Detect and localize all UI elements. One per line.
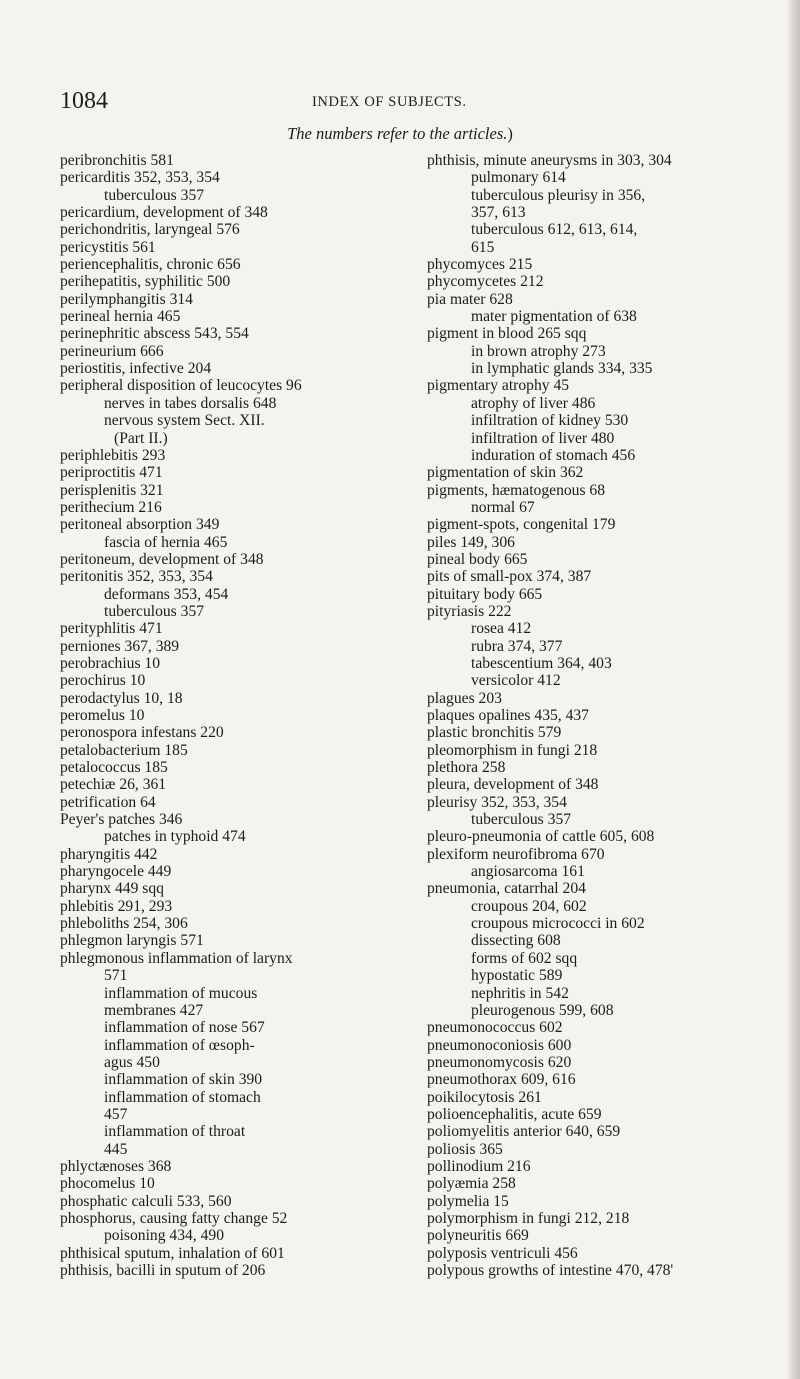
index-entry: pollinodium 216 [427,1157,531,1175]
index-entry: petalobacterium 185 [60,741,188,759]
index-entry: phleboliths 254, 306 [60,915,188,933]
index-entry: pharyngocele 449 [60,863,172,881]
index-entry: perichondritis, laryngeal 576 [60,221,240,239]
index-entry: pituitary body 665 [427,585,543,603]
index-entry: fascia of hernia 465 [104,533,228,551]
subtitle-text: The numbers refer to the articles. [287,124,508,143]
index-entry: pigmentary atrophy 45 [427,377,570,395]
index-entry: phthisical sputum, inhalation of 601 [60,1244,285,1262]
index-subtitle [0,124,800,144]
index-entry: inflammation of mucous [104,984,258,1002]
index-entry: pharynx 449 sqq [60,880,164,898]
index-entry: versicolor 412 [471,672,561,690]
index-entry: phlegmonous inflammation of larynx [60,949,293,967]
index-entry: polymorphism in fungi 212, 218 [427,1209,630,1227]
index-entry: nervous system Sect. XII. [104,412,265,430]
index-entry: dissecting 608 [471,932,561,950]
index-entry: peripheral disposition of leucocytes 96 [60,377,302,395]
index-entry: poikilocytosis 261 [427,1088,542,1106]
index-entry: patches in typhoid 474 [104,828,246,846]
index-entry: hypostatic 589 [471,967,563,985]
index-entry: mater pigmentation of 638 [471,308,637,326]
index-entry: in brown atrophy 273 [471,342,606,360]
index-entry: membranes 427 [104,1001,204,1019]
index-entry: deformans 353, 454 [104,585,229,603]
index-entry: perityphlitis 471 [60,620,163,638]
index-entry: peritoneal absorption 349 [60,516,220,534]
index-entry: perodactylus 10, 18 [60,689,183,707]
index-entry: poisoning 434, 490 [104,1227,224,1245]
index-entry: petalococcus 185 [60,759,168,777]
index-entry: pneumonococcus 602 [427,1019,563,1037]
index-entry: polyneuritis 669 [427,1227,529,1245]
index-entry: pineal body 665 [427,550,528,568]
index-entry: polypous growths of intestine 470, 478' [427,1262,674,1279]
index-entry: pia mater 628 [427,290,513,308]
index-entry: plastic bronchitis 579 [427,724,562,742]
index-entry: polioencephalitis, acute 659 [427,1105,602,1123]
index-entry: pneumothorax 609, 616 [427,1071,576,1089]
index-entry: infiltration of liver 480 [471,429,615,447]
index-entry: 571 [104,967,128,985]
index-entry: poliomyelitis anterior 640, 659 [427,1123,621,1141]
index-entry: tuberculous 357 [104,186,205,204]
index-entry: atrophy of liver 486 [471,394,596,412]
index-entry: pigmentation of skin 362 [427,464,584,482]
index-entry: inflammation of nose 567 [104,1019,265,1037]
index-entry: plaques opalines 435, 437 [427,707,589,724]
page-number: 1084 [60,88,108,114]
index-entry: pneumonoconiosis 600 [427,1036,572,1054]
index-entry: petechiæ 26, 361 [60,776,167,794]
index-entry: pulmonary 614 [471,169,566,187]
index-entry: periostitis, infective 204 [60,360,212,378]
index-entry: pigment-spots, congenital 179 [427,516,616,534]
index-entry: pigments, hæmatogenous 68 [427,481,606,499]
index-entry: pericardium, development of 348 [60,204,268,222]
index-entry: pneumonomycosis 620 [427,1053,572,1071]
index-entry: periencephalitis, chronic 656 [60,256,241,274]
index-entry: forms of 602 sqq [471,949,578,967]
index-entry: pigment in blood 265 sqq [427,325,587,343]
index-entry: tuberculous pleurisy in 356, [471,186,646,204]
index-entry: croupous micrococci in 602 [471,915,645,933]
running-title: INDEX OF SUBJECTS. [312,94,467,110]
index-entry: 445 [104,1140,128,1158]
index-entry: pleuro-pneumonia of cattle 605, 608 [427,828,655,846]
index-entry: piles 149, 306 [427,533,515,551]
index-entry: induration of stomach 456 [471,446,636,464]
index-entry: phycomycetes 212 [427,273,544,291]
index-entry: rubra 374, 377 [471,637,563,655]
index-entry: tuberculous 357 [471,811,572,829]
index-entry: tuberculous 612, 613, 614, [471,221,638,239]
index-entry: inflammation of œsoph- [104,1036,255,1054]
index-entry: phycomyces 215 [427,256,533,274]
index-entry: phlyctænoses 368 [60,1157,172,1175]
index-entry: rosea 412 [471,620,532,638]
index-entry: peribronchitis 581 [60,152,174,169]
index-entry: phocomelus 10 [60,1175,155,1193]
index-entry: phlebitis 291, 293 [60,897,173,915]
index-entry: (Part II.) [114,429,168,447]
index-entry: 457 [104,1105,128,1123]
index-entry: perniones 367, 389 [60,637,180,655]
index-entry: angiosarcoma 161 [471,863,585,881]
index-entry: nephritis in 542 [471,984,569,1002]
index-entry: perobrachius 10 [60,654,161,672]
index-entry: in lymphatic glands 334, 335 [471,360,653,378]
index-entry: pits of small-pox 374, 387 [427,568,592,586]
index-entry: pleura, development of 348 [427,776,599,794]
index-entry: pleomorphism in fungi 218 [427,741,598,759]
index-entry: Peyer's patches 346 [60,811,183,829]
subtitle-close: ) [507,124,513,143]
index-entry: 615 [471,238,495,256]
index-entry: plexiform neurofibroma 670 [427,845,605,863]
right-index-column [427,152,773,1279]
index-entry: polyposis ventriculi 456 [427,1244,578,1262]
index-entry: perilymphangitis 314 [60,290,193,308]
index-entry: perochirus 10 [60,672,146,690]
index-entry: pericarditis 352, 353, 354 [60,169,220,187]
index-entry: pneumonia, catarrhal 204 [427,880,586,898]
left-index-column [60,152,402,1279]
index-entry: perineal hernia 465 [60,308,181,326]
index-entry: periproctitis 471 [60,464,163,482]
index-entry: inflammation of throat [104,1123,246,1141]
index-entry: peronospora infestans 220 [60,724,224,742]
index-entry: pharyngitis 442 [60,845,158,863]
index-entry: phthisis, bacilli in sputum of 206 [60,1262,266,1279]
index-entry: tuberculous 357 [104,602,205,620]
index-entry: pleurisy 352, 353, 354 [427,793,567,811]
index-entry: pericystitis 561 [60,238,156,256]
page-header [60,88,750,114]
index-entry: agus 450 [104,1053,160,1071]
index-entry: 357, 613 [471,204,526,222]
index-entry: infiltration of kidney 530 [471,412,629,430]
index-entry: pityriasis 222 [427,602,512,620]
index-entry: phosphorus, causing fatty change 52 [60,1209,288,1227]
index-entry: croupous 204, 602 [471,897,587,915]
index-entry: perihepatitis, syphilitic 500 [60,273,231,291]
index-entry: phosphatic calculi 533, 560 [60,1192,232,1210]
index-entry: perithecium 216 [60,498,162,516]
page-edge [786,0,800,1379]
index-entry: plethora 258 [427,759,506,777]
index-entry: phthisis, minute aneurysms in 303, 304 [427,152,672,169]
index-entry: nerves in tabes dorsalis 648 [104,394,277,412]
index-entry: normal 67 [471,498,535,516]
index-entry: periphlebitis 293 [60,446,166,464]
index-entry: plagues 203 [427,689,502,707]
index-entry: perineurium 666 [60,342,164,360]
index-entry: inflammation of stomach [104,1088,261,1106]
index-entry: peromelus 10 [60,707,145,724]
index-entry: peritonitis 352, 353, 354 [60,568,213,586]
index-entry: polyæmia 258 [427,1175,516,1193]
index-entry: perinephritic abscess 543, 554 [60,325,249,343]
index-entry: phlegmon laryngis 571 [60,932,204,950]
index-entry: inflammation of skin 390 [104,1071,263,1089]
index-entry: perisplenitis 321 [60,481,164,499]
index-entry: pleurogenous 599, 608 [471,1001,614,1019]
index-entry: peritoneum, development of 348 [60,550,264,568]
index-entry: polymelia 15 [427,1192,509,1210]
index-entry: poliosis 365 [427,1140,503,1158]
index-entry: petrification 64 [60,793,156,811]
index-entry: tabescentium 364, 403 [471,654,612,672]
